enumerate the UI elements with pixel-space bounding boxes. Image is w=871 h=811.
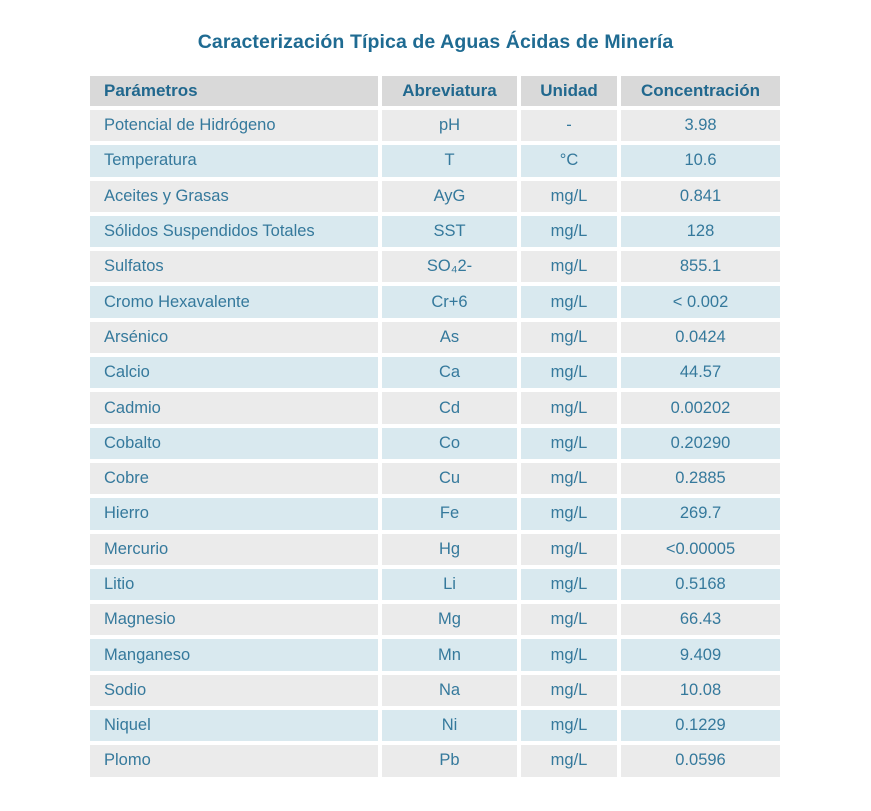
table-row <box>90 463 780 494</box>
cell-parametro: Calcio <box>90 357 378 388</box>
cell-abreviatura: Mn <box>382 639 517 670</box>
cell-concentracion: 0.00202 <box>621 392 780 423</box>
cell-concentracion: < 0.002 <box>621 286 780 317</box>
cell-parametro: Hierro <box>90 498 378 529</box>
cell-parametro: Aceites y Grasas <box>90 181 378 212</box>
cell-concentracion: 10.08 <box>621 675 780 706</box>
table-body <box>90 110 780 777</box>
cell-unidad: mg/L <box>521 604 617 635</box>
table-row <box>90 286 780 317</box>
cell-parametro: Mercurio <box>90 534 378 565</box>
table-row <box>90 675 780 706</box>
cell-unidad: mg/L <box>521 322 617 353</box>
cell-abreviatura: Ca <box>382 357 517 388</box>
table-row <box>90 498 780 529</box>
cell-parametro: Sulfatos <box>90 251 378 282</box>
table-row <box>90 216 780 247</box>
cell-abreviatura: Cd <box>382 392 517 423</box>
table-row <box>90 392 780 423</box>
cell-abreviatura: Cr+6 <box>382 286 517 317</box>
cell-concentracion: 128 <box>621 216 780 247</box>
table-row <box>90 710 780 741</box>
cell-abreviatura: Hg <box>382 534 517 565</box>
table-row <box>90 110 780 141</box>
cell-parametro: Cadmio <box>90 392 378 423</box>
column-header-unidad: Unidad <box>521 76 617 106</box>
cell-concentracion: 0.2885 <box>621 463 780 494</box>
table-row <box>90 534 780 565</box>
cell-concentracion: 0.0596 <box>621 745 780 776</box>
page-title: Caracterización Típica de Aguas Ácidas de Minería <box>197 31 674 53</box>
column-header-abreviatura: Abreviatura <box>382 76 517 106</box>
table-row <box>90 181 780 212</box>
cell-abreviatura: Pb <box>382 745 517 776</box>
cell-abreviatura: As <box>382 322 517 353</box>
cell-concentracion: 0.841 <box>621 181 780 212</box>
cell-concentracion: 855.1 <box>621 251 780 282</box>
table-row <box>90 322 780 353</box>
cell-parametro: Niquel <box>90 710 378 741</box>
cell-unidad: mg/L <box>521 286 617 317</box>
cell-unidad: mg/L <box>521 357 617 388</box>
cell-unidad: °C <box>521 145 617 176</box>
cell-abreviatura: Cu <box>382 463 517 494</box>
cell-abreviatura: Fe <box>382 498 517 529</box>
cell-unidad: mg/L <box>521 216 617 247</box>
table-row <box>90 639 780 670</box>
cell-unidad: mg/L <box>521 181 617 212</box>
cell-concentracion: 0.0424 <box>621 322 780 353</box>
cell-unidad: mg/L <box>521 392 617 423</box>
column-header-parametros: Parámetros <box>90 76 378 106</box>
table-row <box>90 604 780 635</box>
table-row <box>90 145 780 176</box>
table-row <box>90 428 780 459</box>
cell-parametro: Sodio <box>90 675 378 706</box>
cell-unidad: mg/L <box>521 251 617 282</box>
cell-parametro: Temperatura <box>90 145 378 176</box>
cell-abreviatura: Ni <box>382 710 517 741</box>
table-row <box>90 745 780 776</box>
cell-parametro: Litio <box>90 569 378 600</box>
table-row <box>90 569 780 600</box>
cell-unidad: mg/L <box>521 569 617 600</box>
cell-unidad: mg/L <box>521 498 617 529</box>
cell-parametro: Plomo <box>90 745 378 776</box>
cell-concentracion: 44.57 <box>621 357 780 388</box>
cell-parametro: Magnesio <box>90 604 378 635</box>
cell-concentracion: 0.1229 <box>621 710 780 741</box>
cell-parametro: Cromo Hexavalente <box>90 286 378 317</box>
cell-abreviatura: SST <box>382 216 517 247</box>
cell-abreviatura: AyG <box>382 181 517 212</box>
cell-abreviatura: Li <box>382 569 517 600</box>
cell-abreviatura: Co <box>382 428 517 459</box>
cell-parametro: Cobalto <box>90 428 378 459</box>
cell-unidad: mg/L <box>521 639 617 670</box>
cell-abreviatura: T <box>382 145 517 176</box>
cell-unidad: mg/L <box>521 534 617 565</box>
cell-unidad: mg/L <box>521 428 617 459</box>
table-row <box>90 357 780 388</box>
cell-concentracion: 66.43 <box>621 604 780 635</box>
water-characterization-table <box>90 76 780 781</box>
cell-abreviatura: SO₄2- <box>382 251 517 282</box>
column-header-concentracion: Concentración <box>621 76 780 106</box>
table-row <box>90 251 780 282</box>
cell-concentracion: 9.409 <box>621 639 780 670</box>
cell-abreviatura: Na <box>382 675 517 706</box>
cell-concentracion: 10.6 <box>621 145 780 176</box>
cell-unidad: - <box>521 110 617 141</box>
cell-abreviatura: pH <box>382 110 517 141</box>
cell-parametro: Cobre <box>90 463 378 494</box>
cell-unidad: mg/L <box>521 745 617 776</box>
cell-concentracion: <0.00005 <box>621 534 780 565</box>
cell-concentracion: 0.5168 <box>621 569 780 600</box>
table-header-row <box>90 76 780 106</box>
cell-concentracion: 3.98 <box>621 110 780 141</box>
cell-unidad: mg/L <box>521 463 617 494</box>
cell-unidad: mg/L <box>521 710 617 741</box>
cell-parametro: Arsénico <box>90 322 378 353</box>
cell-concentracion: 269.7 <box>621 498 780 529</box>
cell-parametro: Potencial de Hidrógeno <box>90 110 378 141</box>
cell-parametro: Sólidos Suspendidos Totales <box>90 216 378 247</box>
cell-concentracion: 0.20290 <box>621 428 780 459</box>
cell-parametro: Manganeso <box>90 639 378 670</box>
cell-unidad: mg/L <box>521 675 617 706</box>
cell-abreviatura: Mg <box>382 604 517 635</box>
